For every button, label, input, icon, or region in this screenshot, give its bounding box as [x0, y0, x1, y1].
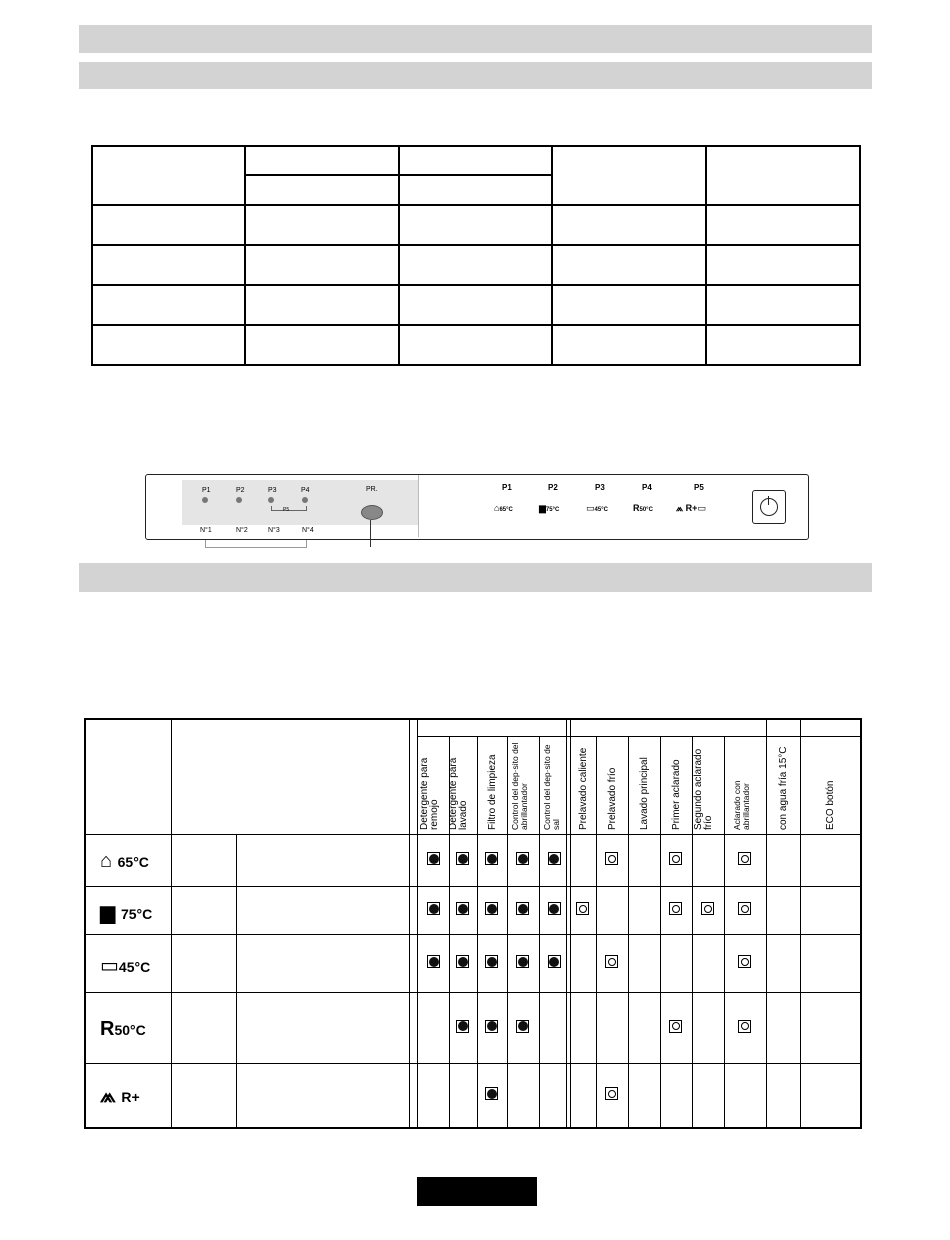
program-code-p4: P4: [642, 483, 652, 492]
grid-line: [477, 736, 478, 1127]
table-cell: [92, 146, 245, 205]
filled-mark: [456, 955, 469, 968]
column-header: Control del dep·sito de sal: [541, 744, 561, 830]
pot-icon: ⌂ 65°C: [100, 850, 149, 872]
program-knob[interactable]: [361, 505, 383, 520]
grid-line: [766, 720, 767, 1127]
filled-mark: [456, 902, 469, 915]
grid-line: [236, 834, 237, 1127]
filled-mark: [485, 1087, 498, 1100]
grid-line: [724, 736, 725, 1127]
filled-mark: [427, 852, 440, 865]
program-temp: 65°C: [117, 854, 149, 870]
grid-line: [409, 720, 410, 1127]
filled-mark: [485, 955, 498, 968]
led-p2: [236, 497, 242, 503]
led-p4: [302, 497, 308, 503]
grid-line: [86, 834, 860, 835]
number-label-3: N°3: [268, 527, 280, 534]
grid-line: [171, 720, 172, 1127]
grid-line: [86, 886, 860, 887]
column-header: Detergente para lavado: [448, 757, 469, 830]
empty-mark: [738, 902, 751, 915]
empty-mark: [738, 852, 751, 865]
grid-line: [800, 720, 801, 1127]
header-band-3: [79, 563, 872, 592]
table-cell: [706, 146, 860, 205]
prewash-icon: ⩕ R+: [100, 1085, 140, 1107]
divider: [418, 475, 419, 537]
page-number-bar: [417, 1177, 537, 1206]
led-label-p4: P4: [301, 487, 310, 494]
spec-table: [91, 145, 861, 366]
led-p3: [268, 497, 274, 503]
program-code-p2: P2: [548, 483, 558, 492]
header-band-2: [79, 62, 872, 89]
empty-mark: [605, 1087, 618, 1100]
column-header: con agua fría 15°C: [778, 746, 789, 830]
program-code-p5: P5: [694, 483, 704, 492]
empty-mark: [605, 852, 618, 865]
led-label-p2: P2: [236, 487, 245, 494]
grid-line: [628, 736, 629, 1127]
program-code-p1: P1: [502, 483, 512, 492]
empty-mark: [669, 1020, 682, 1033]
grid-line: [507, 736, 508, 1127]
led-label-p3: P3: [268, 487, 277, 494]
program-temp: 50°C: [114, 1021, 146, 1038]
grid-line: [417, 720, 418, 1127]
column-header: Aclarado con abrillantador: [732, 780, 751, 830]
panel-bracket-left: [205, 540, 307, 548]
filled-mark: [485, 902, 498, 915]
filled-mark: [427, 902, 440, 915]
column-header: Primer aclarado: [671, 759, 682, 830]
column-header: Lavado principal: [639, 757, 650, 830]
led-sub-label: P5: [283, 507, 290, 513]
led-label-p1: P1: [202, 487, 211, 494]
program-temp: 75°C: [120, 906, 153, 922]
column-header: Prelavado caliente: [578, 747, 589, 830]
grid-line: [86, 1063, 860, 1064]
filled-mark: [427, 955, 440, 968]
filled-mark: [456, 1020, 469, 1033]
grid-line: [539, 736, 540, 1127]
grid-line: [570, 720, 571, 1127]
led-p1: [202, 497, 208, 503]
table-cell: [552, 146, 706, 205]
rapid-icon: R50°C: [633, 503, 653, 513]
pr-label: PR.: [366, 486, 378, 493]
filled-mark: [548, 955, 561, 968]
filled-mark: [548, 852, 561, 865]
table-cell: [245, 175, 399, 204]
filled-mark: [516, 852, 529, 865]
number-label-1: N°1: [200, 527, 212, 534]
grid-line: [86, 934, 860, 935]
filled-mark: [456, 852, 469, 865]
program-table: [84, 718, 862, 1129]
number-label-4: N°4: [302, 527, 314, 534]
column-header: Detergente para remojo: [419, 757, 440, 830]
program-code-p3: P3: [595, 483, 605, 492]
empty-mark: [701, 902, 714, 915]
grid-line: [596, 736, 597, 1127]
prewash-icon: ⩕ R+▭: [676, 503, 706, 513]
header-band-1: [79, 25, 872, 53]
column-header: Segundo aclarado frío: [693, 748, 714, 830]
filled-mark: [516, 955, 529, 968]
program-temp: 45°C: [118, 959, 151, 975]
heavy-pot-icon: ▆75°C: [539, 503, 560, 513]
filled-mark: [485, 1020, 498, 1033]
eco-icon: ▭45°C: [586, 503, 608, 513]
table-cell: [399, 175, 552, 204]
column-header: ECO botón: [825, 780, 836, 830]
empty-mark: [738, 1020, 751, 1033]
rapid-icon: R50°C: [100, 1017, 146, 1040]
column-header: Control del dep·sito del abrillantador: [510, 742, 529, 830]
grid-line: [417, 736, 860, 737]
filled-mark: [516, 902, 529, 915]
table-cell: [245, 146, 399, 175]
column-header: Prelavado frío: [607, 767, 618, 830]
empty-mark: [576, 902, 589, 915]
filled-mark: [548, 902, 561, 915]
empty-mark: [605, 955, 618, 968]
number-label-2: N°2: [236, 527, 248, 534]
grid-line: [86, 992, 860, 993]
led-area: [182, 480, 418, 525]
eco-icon: ▭45°C: [100, 955, 151, 977]
grid-line: [660, 736, 661, 1127]
filled-mark: [485, 852, 498, 865]
empty-mark: [669, 852, 682, 865]
program-temp: R+: [121, 1089, 140, 1105]
heavy-pot-icon: ▆ 75°C: [100, 902, 153, 924]
panel-pointer-line: [370, 520, 371, 547]
empty-mark: [669, 902, 682, 915]
power-button[interactable]: [752, 490, 786, 524]
pot-icon: ⌂65°C: [494, 503, 513, 513]
control-panel: [145, 474, 809, 540]
column-header: Filtro de limpieza: [487, 754, 498, 830]
table-cell: [399, 146, 552, 175]
filled-mark: [516, 1020, 529, 1033]
power-icon: [760, 498, 778, 516]
empty-mark: [738, 955, 751, 968]
